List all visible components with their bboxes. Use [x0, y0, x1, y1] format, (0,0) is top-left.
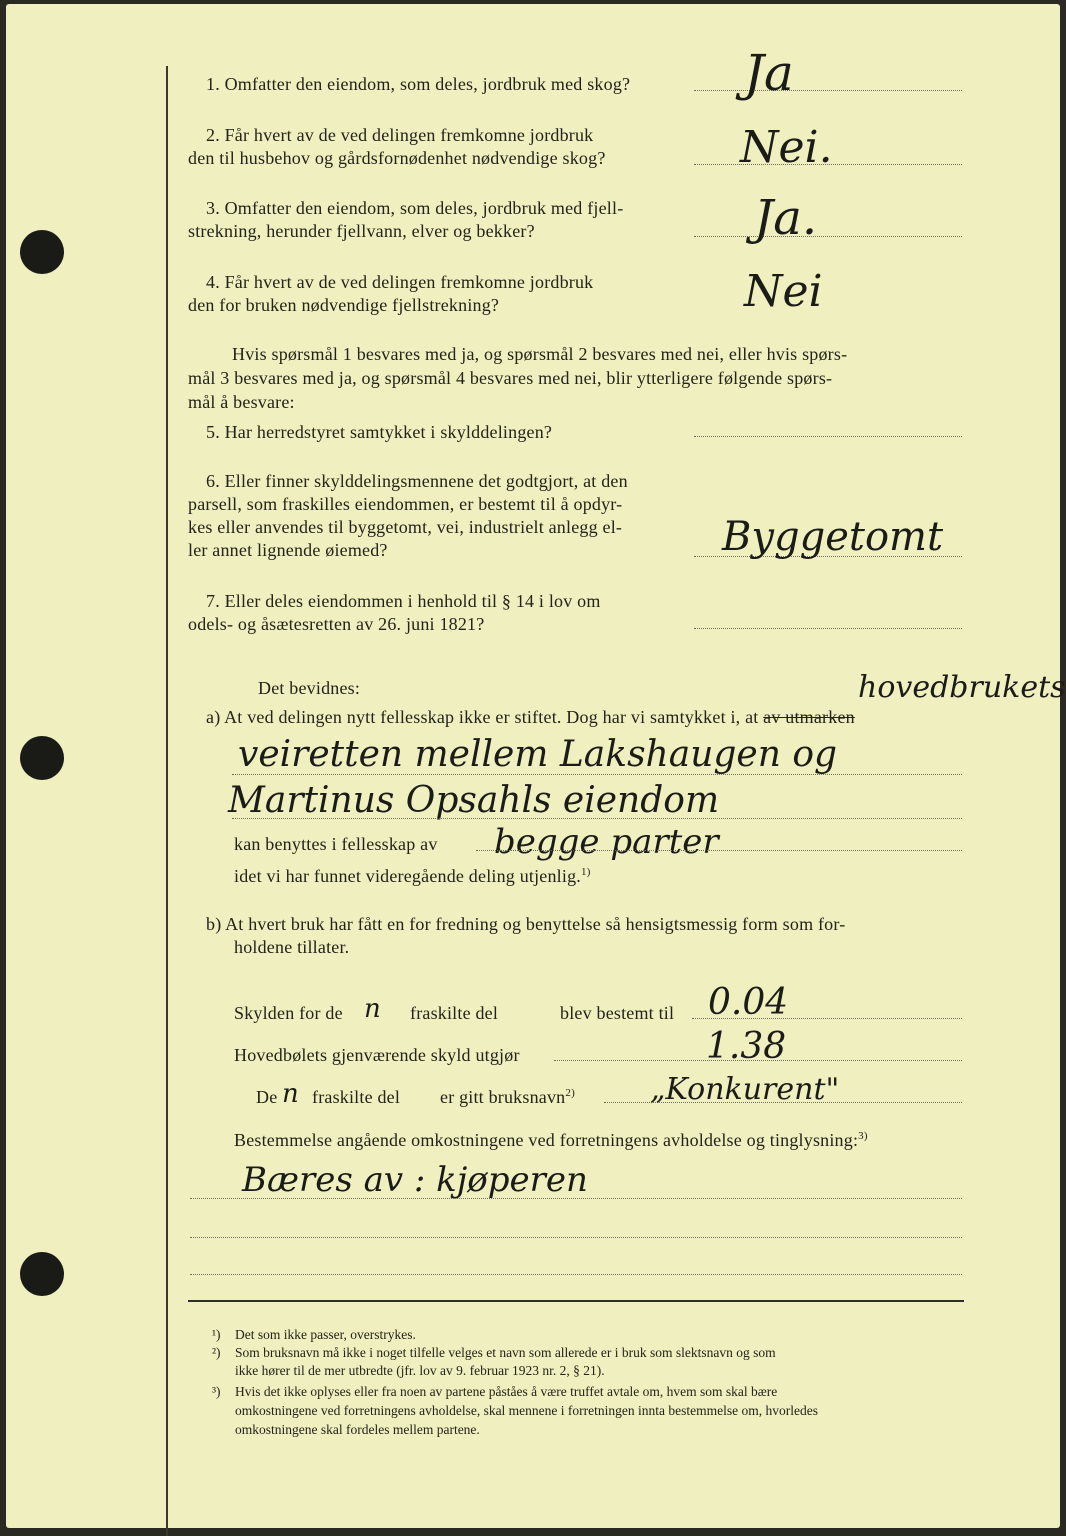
question-7-line2: odels- og åsætesretten av 26. juni 1821? — [188, 614, 485, 634]
hovedbol-value-handwritten: 1.38 — [706, 1026, 787, 1067]
question-6-line2: parsell, som fraskilles eiendommen, er bestemt til å opdyr- — [188, 494, 623, 514]
cost-label-text: Bestemmelse angående omkostningene ved forretningens avholdelse og tinglysning: — [234, 1130, 859, 1150]
question-5: 5. Har herredstyret samtykket i skylddelingen? — [206, 422, 553, 442]
answer-6-handwritten: Byggetomt — [722, 514, 944, 560]
cost-rule-1 — [190, 1198, 962, 1199]
bruksnavn-label-a: De — [256, 1087, 278, 1107]
answer-line-1 — [694, 90, 962, 91]
handwritten-line-1: veiretten mellem Lakshaugen og — [238, 734, 838, 775]
handwritten-line-1-rule — [232, 774, 962, 775]
footnote-1-text: Det som ikke passer, overstrykes. — [235, 1327, 416, 1342]
question-6-line3: kes eller anvendes til byggetomt, vei, industrielt anlegg el- — [188, 517, 623, 537]
cost-value-handwritten: Bæres av : kjøperen — [242, 1160, 588, 1200]
answer-line-5 — [694, 436, 962, 437]
certify-a-struck: av utmarken — [763, 707, 855, 727]
footnote-ref-2: 2) — [565, 1087, 575, 1099]
footnote-1-number: ¹) — [212, 1327, 221, 1342]
bruksnavn-value-handwritten: „Konkurent" — [650, 1072, 840, 1107]
found-line-text: idet vi har funnet videregående deling utjenlig. — [234, 866, 581, 886]
punch-hole-middle — [20, 736, 64, 780]
question-3-line2: strekning, herunder fjellvann, elver og bekker? — [188, 221, 535, 241]
document-page — [6, 4, 1066, 1528]
answer-line-3 — [694, 236, 962, 237]
skyld-label-c: blev bestemt til — [560, 1003, 675, 1023]
footnote-3-line2: omkostningene ved forretningens avholdelse, skal mennene i forretningen innta bestemmelse om, hvorledes — [235, 1403, 818, 1418]
question-6-line4: ler annet lignende øiemed? — [188, 540, 388, 560]
footnote-3-number: ³) — [212, 1384, 221, 1399]
question-2-line1: 2. Får hvert av de ved delingen fremkomne jordbruk — [206, 125, 594, 145]
answer-1-handwritten: Ja — [744, 44, 794, 102]
bruksnavn-label-b: fraskilte del — [312, 1087, 401, 1107]
footnote-3-line3: omkostningene skal fordeles mellem partene. — [235, 1422, 480, 1437]
certify-insert-handwritten: hovedbrukets — [858, 670, 1066, 705]
cost-rule-3 — [190, 1274, 962, 1275]
handwritten-line-2: Martinus Opsahls eiendom — [228, 780, 720, 821]
certify-a-main: a) At ved delingen nytt fellesskap ikke er stiftet. Dog har vi samtykket i, at — [206, 707, 759, 727]
footnote-ref-3: 3) — [858, 1130, 868, 1142]
question-4-line2: den for bruken nødvendige fjellstrekning? — [188, 295, 500, 315]
answer-4-handwritten: Nei — [744, 266, 823, 317]
answer-2-handwritten: Nei. — [740, 122, 833, 173]
skyld-n-handwritten: n — [364, 994, 381, 1024]
answer-3-handwritten: Ja. — [754, 190, 818, 246]
skyld-label-b: fraskilte del — [410, 1003, 499, 1023]
skyld-label-a: Skylden for de — [234, 1003, 343, 1023]
footnote-ref-1: 1) — [581, 866, 591, 878]
used-in-common-rule — [476, 850, 962, 851]
footnote-3-line1: Hvis det ikke oplyses eller fra noen av partene påståes å være truffet avtale om, hvem som skal bære — [235, 1384, 778, 1399]
found-line — [234, 866, 591, 887]
bruksnavn-label-c — [440, 1087, 575, 1108]
question-1: 1. Omfatter den eiendom, som deles, jordbruk med skog? — [206, 74, 631, 94]
bruksnavn-label-c-text: er gitt bruksnavn — [440, 1087, 566, 1107]
conditional-paragraph-line1: Hvis spørsmål 1 besvares med ja, og spørsmål 2 besvares med nei, eller hvis spørs- — [232, 344, 848, 364]
certify-heading: Det bevidnes: — [258, 678, 361, 698]
cost-label — [234, 1130, 868, 1151]
question-4-line1: 4. Får hvert av de ved delingen fremkomne jordbruk — [206, 272, 594, 292]
question-6-line1: 6. Eller finner skylddelingsmennene det godtgjort, at den — [206, 471, 628, 491]
answer-line-7 — [694, 628, 962, 629]
used-in-common-handwritten: begge parter — [494, 822, 719, 862]
punch-hole-top — [20, 230, 64, 274]
cost-rule-2 — [190, 1237, 962, 1238]
footnote-2-line2: ikke hører til de mer utbredte (jfr. lov av 9. februar 1923 nr. 2, § 21). — [235, 1363, 605, 1378]
question-7-line1: 7. Eller deles eiendommen i henhold til § 14 i lov om — [206, 591, 601, 611]
handwritten-line-2-rule — [232, 818, 962, 819]
certify-b-line1: b) At hvert bruk har fått en for fredning og benyttelse så hensigtsmessig form som for- — [206, 914, 846, 934]
certify-a-text — [206, 707, 855, 728]
margin-rule — [166, 66, 168, 1536]
conditional-paragraph-line3: mål å besvare: — [188, 392, 295, 412]
question-2-line2: den til husbehov og gårdsfornødenhet nødvendige skog? — [188, 148, 606, 168]
question-3-line1: 3. Omfatter den eiendom, som deles, jordbruk med fjell- — [206, 198, 624, 218]
footnote-2-line1: Som bruksnavn må ikke i noget tilfelle velges et navn som allerede er i bruk som slektsnavn og som — [235, 1345, 776, 1360]
punch-hole-bottom — [20, 1252, 64, 1296]
certify-b-line2: holdene tillater. — [234, 937, 350, 957]
skyld-value-handwritten: 0.04 — [708, 982, 789, 1023]
conditional-paragraph-line2: mål 3 besvares med ja, og spørsmål 4 besvares med nei, blir ytterligere følgende spørs- — [188, 368, 833, 388]
footnote-separator — [188, 1300, 964, 1302]
hovedbol-label: Hovedbølets gjenværende skyld utgjør — [234, 1045, 520, 1065]
used-in-common-label: kan benyttes i fellesskap av — [234, 834, 438, 854]
bruksnavn-n-handwritten: n — [282, 1079, 299, 1109]
footnote-2-number: ²) — [212, 1345, 221, 1360]
